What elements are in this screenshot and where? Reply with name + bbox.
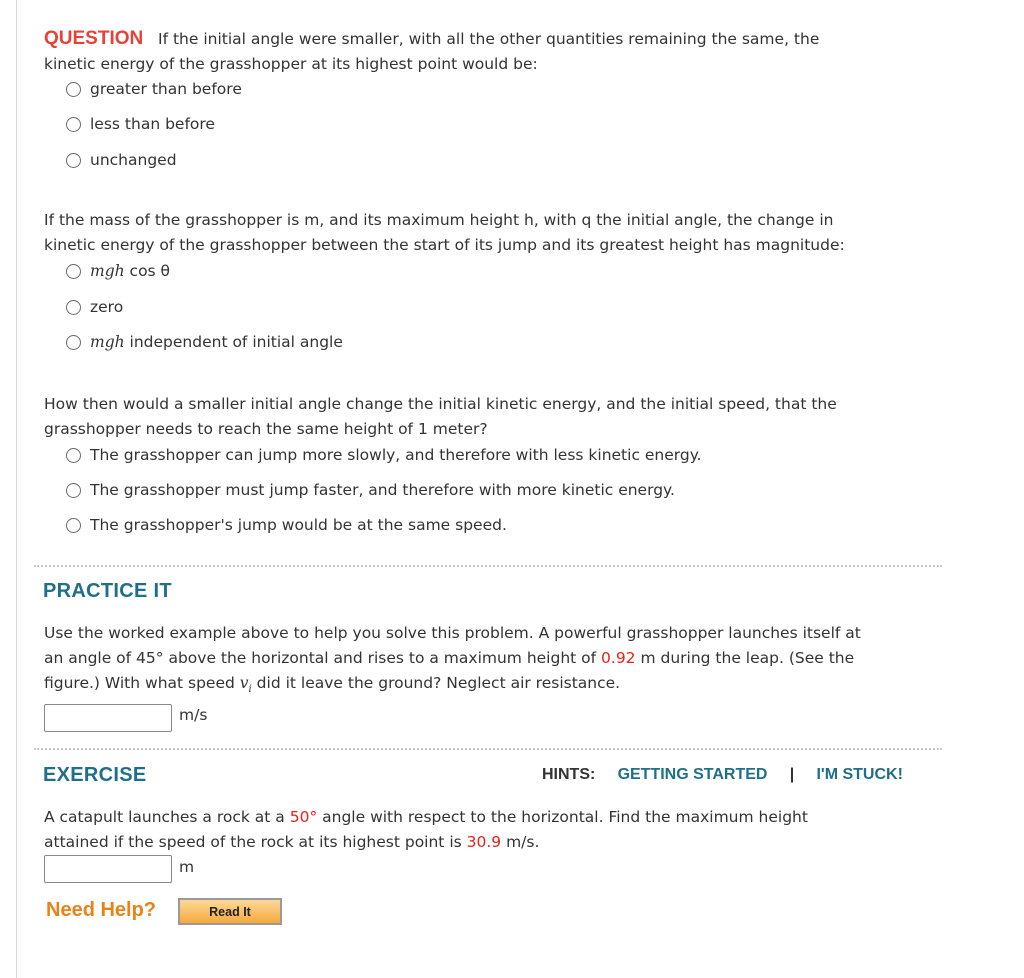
radio-button[interactable] [66,300,81,315]
question3-option-1[interactable] [66,446,702,464]
math-expression: mgh [90,333,125,351]
exercise-line2-pre: attained if the speed of the rock at its highest point is [44,833,467,851]
radio-button[interactable] [66,335,81,350]
read-it-button[interactable]: Read It [178,898,282,925]
radio-button[interactable] [66,448,81,463]
option-label: greater than before [90,80,242,98]
radio-button[interactable] [66,82,81,97]
question1-line1: If the initial angle were smaller, with all the other quantities remaining the same, the [158,30,820,48]
question2-line1: If the mass of the grasshopper is m, and its maximum height h, with q the initial angle, the change in [44,211,834,229]
question1-option-2[interactable] [66,115,215,133]
radio-button[interactable] [66,483,81,498]
radio-button[interactable] [66,153,81,168]
question3-option-3[interactable] [66,516,507,534]
question1-option-3[interactable] [66,151,177,169]
section-divider [34,748,942,750]
section-divider [34,565,942,567]
option-label: less than before [90,115,215,133]
hint-getting-started-link[interactable]: GETTING STARTED [617,766,768,783]
option-label: The grasshopper must jump faster, and therefore with more kinetic energy. [90,481,675,499]
exercise-text [44,805,944,855]
question1-option-1[interactable] [66,80,242,98]
question3-line1: How then would a smaller initial angle change the initial kinetic energy, and the initial speed, that the [44,395,837,413]
practice-line3-pre: figure.) With what speed [44,674,240,692]
hints-bar [542,766,903,784]
hints-label: HINTS: [542,766,596,783]
practice-answer-input[interactable] [44,704,172,732]
need-help-label: Need Help? [46,899,157,921]
practice-title: PRACTICE IT [43,580,172,602]
variable-v: v [239,674,249,692]
height-value: 0.92 [601,649,636,667]
question2-text [44,208,944,258]
option-label: The grasshopper's jump would be at the same speed. [90,516,507,534]
exercise-line2-post: m/s. [501,833,540,851]
option-label: cos θ [129,262,171,280]
exercise-line1-post: angle with respect to the horizontal. Find the maximum height [317,808,808,826]
practice-unit: m/s [179,706,208,724]
option-label: The grasshopper can jump more slowly, and therefore with less kinetic energy. [90,446,702,464]
practice-line2-pre: an angle of 45° above the horizontal and rises to a maximum height of [44,649,602,667]
option-label: zero [90,298,124,316]
hint-separator: | [789,766,795,783]
math-expression: mgh [90,262,125,280]
radio-button[interactable] [66,117,81,132]
question2-option-2[interactable] [66,298,123,316]
exercise-line1-pre: A catapult launches a rock at a [44,808,290,826]
question2-line2: kinetic energy of the grasshopper between the start of its jump and its greatest height has magnitude: [44,236,845,254]
question3-option-2[interactable] [66,481,675,499]
left-border [16,0,17,978]
exercise-unit: m [179,858,195,876]
question1-text [44,26,944,77]
practice-line1: Use the worked example above to help you solve this problem. A powerful grasshopper launches itself at [44,624,861,642]
option-label: unchanged [90,151,177,169]
hint-stuck-link[interactable]: I'M STUCK! [816,766,903,783]
practice-line2-post: m during the leap. (See the [635,649,855,667]
question3-line2: grasshopper needs to reach the same height of 1 meter? [44,420,488,438]
question1-line2: kinetic energy of the grasshopper at its highest point would be: [44,55,538,73]
question2-option-3[interactable] [66,333,343,351]
speed-value: 30.9 [466,833,502,851]
question3-text [44,392,944,442]
question2-option-1[interactable] [66,262,170,280]
velocity-variable [239,674,252,695]
exercise-title: EXERCISE [43,764,147,786]
exercise-answer-input[interactable] [44,855,172,883]
practice-line3-post: did it leave the ground? Neglect air resistance. [251,674,621,692]
practice-text [44,621,944,698]
angle-value: 50° [289,808,318,826]
radio-button[interactable] [66,264,81,279]
option-label: independent of initial angle [129,333,343,351]
question-heading: QUESTION [44,28,144,49]
radio-button[interactable] [66,518,81,533]
variable-subscript: i [248,684,252,695]
